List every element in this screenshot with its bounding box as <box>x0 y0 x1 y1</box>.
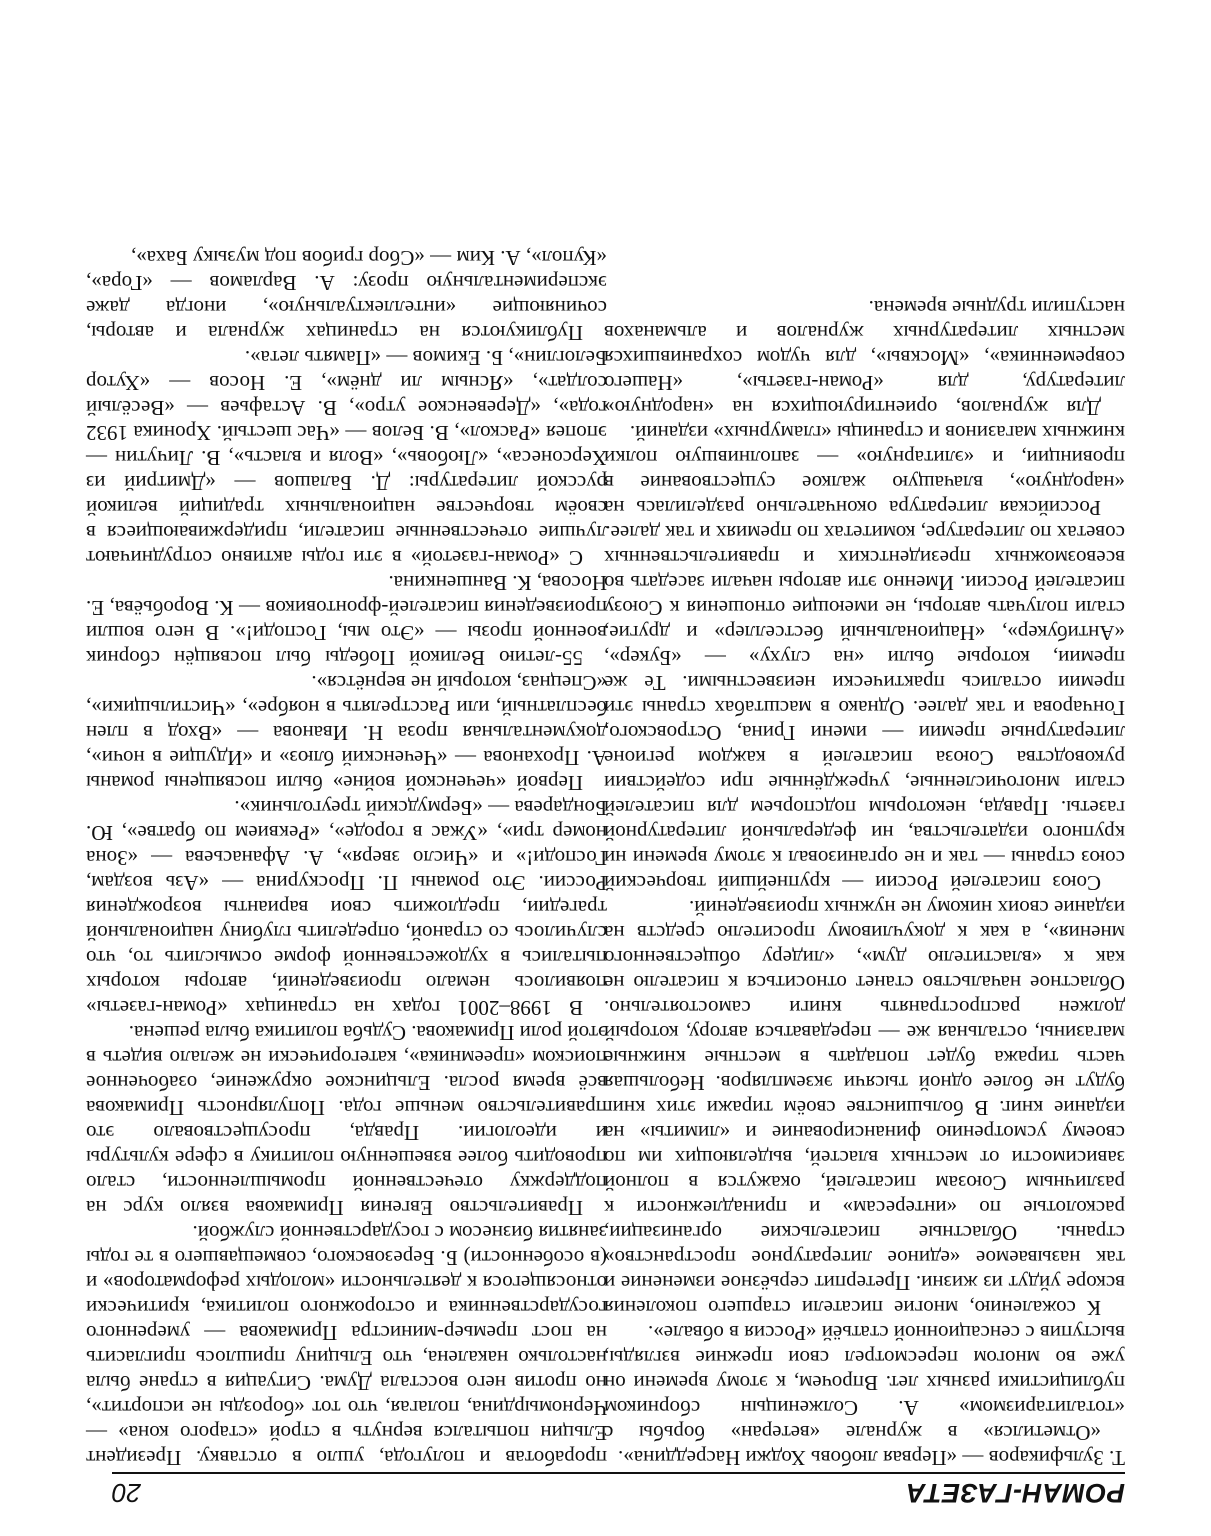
paragraph: «Отметился» в журнале «ветеран» борьбы с «тоталитаризмом» А. Солженицын сборником публицистики разных лет. Впрочем, к этому времени он уже во многом пересмотрел свои прежние взгляды, выступив с сенсационной статьёй «Россия в обвале». <box>604 1321 1125 1445</box>
page-header <box>112 1472 1125 1516</box>
page-number: 20 <box>112 1478 141 1508</box>
paragraph: Первой «чеченской войне» были посвящены романы А. Проханова — «Чеченский блюз» и «Идущие в ночи», документальная проза Н. Иванова — «Вход в плен бесплатный, или Расстрелять в ноябре», «Чистильщики», «Спецназ, который не вернётся». <box>86 671 607 795</box>
paragraph: проработав и полугода, ушло в отставку. Президент Ельцин попытался вернуть в строй «старого кона» — Черномырдина, полагая, что тот «борозды не испортит», но против него восстала Дума. Ситуация в стране была настолько накалена, что Ельцину пришлось пригласить на пост премьер-министра Примакова — умеренного государственника и осторожного политика, критически относящегося к деятельности «молодых реформаторов» и (в особенности) Б. Березовского, совмещавшего в те годы занятия бизнесом с государственной службой. <box>86 1221 607 1470</box>
paragraph: В 1998–2001 годах на страницах «Роман-газеты» появилось немало произведений, авторы которых пытались в художественной форме осмыслить то, что случилось со страной, определить глубину национальной трагедии, предложить свои варианты возрождения России. Это романы П. Проскурина — «Азь воздам, Господи!» и «Число зверя», А. Афанасьева — «Зона номер три», «Ужас в городе», «Реквием по братве», Ю. Бондарева — «Бермудский треугольник». <box>86 796 607 1020</box>
paragraph: Для журналов, ориентирующихся на «народную» литературу, для «Роман-газеты», «Нашего современника», «Москвы», для чудом сохранившихся местных литературных журналов и альманахов наступили трудные времена. <box>604 296 1125 420</box>
paragraph: К сожалению, многие писатели старшего поколения вскоре уйдут из жизни. Претерпит серьёзное изменение и так называемое «единое литературное пространство» страны. Областные писательские организации, расколотые по «интересам» и принадлежности к различным Союзам писателей, окажутся в полной зависимости от местных властей, выделяющих им по своему усмотрению финансирование и «лимиты» на издание книг. В большинстве своём тиражи этих книг будут не более одной тысячи экземпляров. Небольшая часть тиража будет попадать в местные книжные магазины, остальная же — передаваться автору, который должен распространять книги самостоятельно. Областное начальство станет относиться к писателю не как к «властителю дум», «лидеру общественного мнения», а как к докучливому просителю средств на издание своих никому не нужных произведений. <box>604 896 1125 1320</box>
magazine-title: РОМАН-ГАЗЕТА <box>905 1478 1125 1508</box>
paragraph: Российская литература окончательно разделилась на «народную», влачащую жалкое существование в провинции, и «элитарную» — заполнившую полки книжных магазинов и страницы «гламурных» изданий. <box>604 421 1125 520</box>
paragraph: 55-летию Великой Победы был посвящён сборник военной прозы — «Это мы, Господи!». В него вошли произведения писателей-фронтовиков — К. Воробьёва, Е. Носова, К. Ваншенкина. <box>86 571 607 670</box>
paragraph: Союз писателей России — крупнейший творческий союз страны — так и не организовал к этому времени ни крупного издательства, ни федеральной литературной газеты. Правда, некоторым подспорьем для писателей стали многочисленные, учреждённые при содействии руководства Союза писателей в каждом регионе литературные премии — имени Грина, Островского, Гончарова и так далее. Однако в масштабах страны эти премии остались практически неизвестными. Те же премии, которые были «на слуху» — «Букер», «Антибукер», «Национальный бестселлер» и другие, стали получать авторы, не имеющие отношения к Союзу писателей России. Именно эти авторы начали заседать во всевозможных президентских и правительственных советах по литературе, комитетах по премиях и так далее. <box>604 521 1125 895</box>
paragraph: Правительство Евгения Примакова взяло курс на поддержку отечественной промышленности, стало проводить более взвешенную политику в сфере культуры и идеологии. Правда, просуществовало это правительство меньше года. Популярность Примакова всё время росла. Ельцинское окружение, озабоченное поиском «преемника», категорически не желало видеть в этой роли Примакова. Судьба политика была решена. <box>86 1021 607 1220</box>
paragraph: Публикуются на страницах журнала и авторы, сочиняющие «интеллектуальную», иногда даже экспериментальную прозу: А. Варламов — «Гора», «Купол», А. Ким — «Сбор грибов под музыку Баха», <box>86 246 607 345</box>
text-column-right <box>86 245 607 1470</box>
text-column-left <box>604 295 1125 1470</box>
paragraph: Т. Зульфикаров — «Первая любовь Ходжи Насреддина». <box>618 1446 1125 1470</box>
paragraph: С «Роман-газетой» в эти годы активно сотрудничают лучшие отечественные писатели, придерживающиеся в своём творчестве национальных традиций великой русской литературы: Д. Балашов — «Дмитрий из Херсонеса», «Любовь», «Воля и власть», В. Личутин — эпопея «Раскол», В. Белов — «Час шестый. Хроника 1932 года», «Деревенское утро», В. Астафьев — «Весёлый солдат», «Ясным ли днём», Е. Носов — «Хутор Белоглин», Б. Екимов — «Память лета». <box>86 346 607 570</box>
